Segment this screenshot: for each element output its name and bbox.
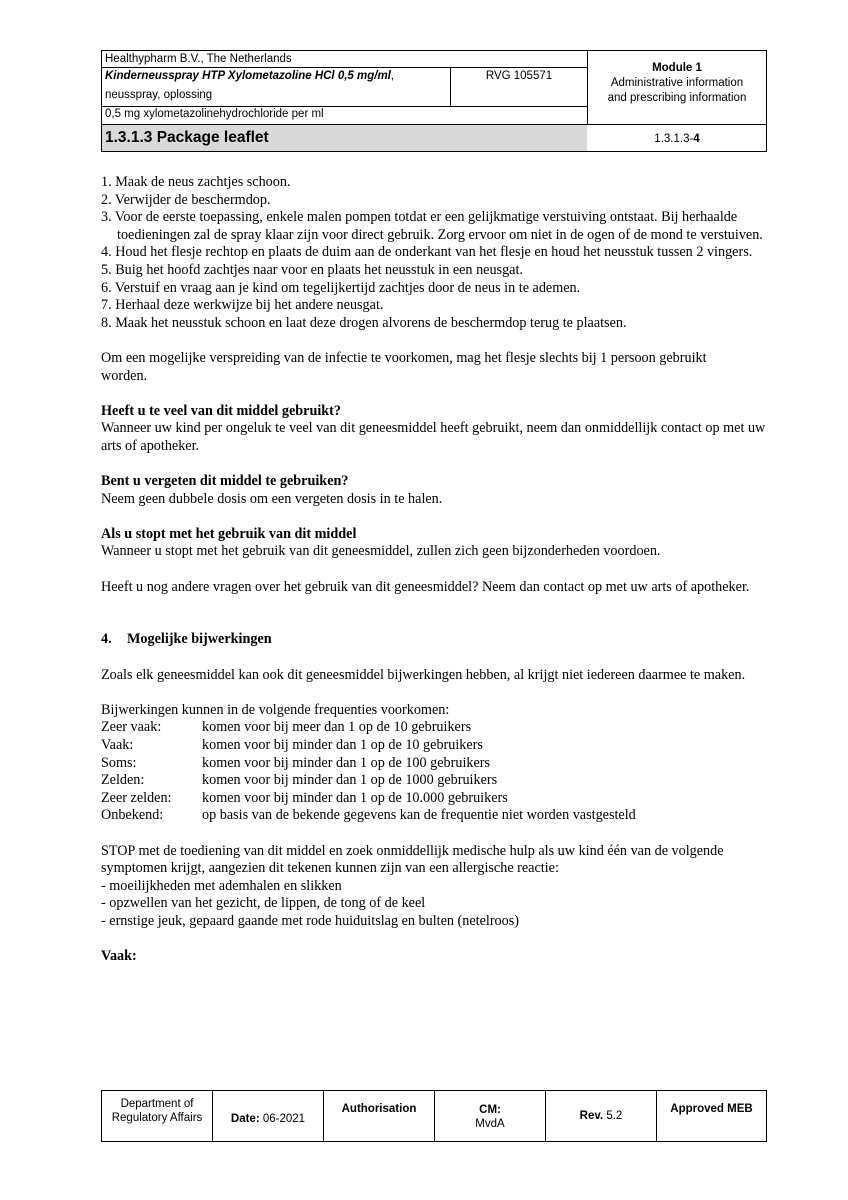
- page-reference: [588, 133, 766, 145]
- frequency-row: [101, 807, 781, 825]
- instruction-step: 8. Maak het neusstuk schoon en laat deze drogen alvorens de beschermdop terug te plaatsen.: [101, 314, 627, 331]
- frequency-term: Vaak:: [101, 737, 134, 753]
- section-4-heading: [101, 631, 781, 649]
- frequency-row: [101, 737, 781, 755]
- approved-cell: [657, 1091, 766, 1141]
- frequency-intro: Bijwerkingen kunnen in de volgende frequenties voorkomen:: [101, 701, 450, 718]
- document-footer: [101, 1090, 767, 1142]
- product-name-italic: Kinderneusspray HTP Xylometazoline HCl 0,5 mg/ml: [105, 70, 391, 82]
- frequency-table: [101, 719, 781, 825]
- frequency-description: op basis van de bekende gegevens kan de frequentie niet worden vastgesteld: [202, 807, 636, 824]
- instruction-step: 7. Herhaal deze werkwijze bij het andere neusgat.: [101, 297, 384, 314]
- strength: 0,5 mg xylometazolinehydrochloride per ml: [105, 108, 324, 120]
- product-name: [105, 70, 394, 82]
- company-name: Healthypharm B.V., The Netherlands: [105, 53, 292, 65]
- too-much-text: Wanneer uw kind per ongeluk te veel van dit geneesmiddel heeft gebruikt, neem dan onmiddellijk contact op met uw arts of apotheker.: [101, 420, 766, 454]
- header-divider: [102, 106, 587, 107]
- forgot-text: Neem geen dubbele dosis om een vergeten dosis in te halen.: [101, 490, 443, 507]
- symptom-item: - opzwellen van het gezicht, de lippen, de tong of de keel: [101, 895, 426, 912]
- frequency-term: Zelden:: [101, 772, 145, 789]
- stop-warning: STOP met de toediening van dit middel en zoek onmiddellijk medische hulp als uw kind één van de volgende symptomen krijgt, aangezien dit tekenen kunnen zijn van een allergische reactie:: [101, 842, 724, 877]
- leaflet-body: [101, 174, 781, 966]
- frequency-row: [101, 790, 781, 808]
- vaak-heading: Vaak:: [101, 948, 137, 965]
- frequency-description: komen voor bij minder dan 1 op de 1000 gebruikers: [202, 772, 498, 789]
- section-title-cell: [102, 125, 587, 151]
- frequency-description: komen voor bij minder dan 1 op de 10 gebruikers: [202, 737, 483, 753]
- frequency-term: Zeer vaak:: [101, 719, 162, 736]
- department-line-1: Department of: [120, 1098, 194, 1110]
- cm-label: CM:: [479, 1104, 501, 1116]
- cm-cell: [435, 1091, 546, 1141]
- rev-label: Rev.: [579, 1110, 604, 1122]
- forgot-heading: Bent u vergeten dit middel te gebruiken?: [101, 473, 349, 490]
- frequency-row: [101, 755, 781, 773]
- module-title: Module 1: [652, 62, 702, 74]
- instruction-step: 2. Verwijder de beschermdop.: [101, 191, 271, 208]
- questions-text: Heeft u nog andere vragen over het gebruik van dit geneesmiddel? Neem dan contact op met uw arts of apotheker.: [101, 578, 750, 595]
- cm-value: MvdA: [475, 1118, 505, 1130]
- frequency-row: [101, 719, 781, 737]
- approved-label: Approved MEB: [670, 1103, 753, 1115]
- page-ref-prefix: 1.3.1.3-: [654, 133, 694, 145]
- module-block: [588, 61, 766, 106]
- header-divider: [102, 67, 587, 68]
- frequency-description: komen voor bij minder dan 1 op de 10.000 gebruikers: [202, 789, 508, 806]
- date-cell: [213, 1091, 324, 1141]
- instruction-step: 1. Maak de neus zachtjes schoon.: [101, 174, 291, 190]
- revision-cell: [546, 1091, 657, 1141]
- department-line-2: Regulatory Affairs: [111, 1112, 203, 1124]
- infection-note: Om een mogelijke verspreiding van de infectie te voorkomen, mag het flesje slechts bij 1 persoon gebruikt worden.: [101, 349, 707, 384]
- frequency-description: komen voor bij meer dan 1 op de 10 gebruikers: [202, 719, 472, 736]
- frequency-term: Onbekend:: [101, 807, 164, 824]
- date-label: Date:: [230, 1113, 260, 1125]
- section-4-title: Mogelijke bijwerkingen: [127, 631, 272, 648]
- frequency-term: Zeer zelden:: [101, 789, 172, 806]
- module-line-1: Administrative information: [610, 77, 744, 89]
- frequency-term: Soms:: [101, 754, 137, 771]
- symptom-item: - moeilijkheden met ademhalen en slikken: [101, 877, 342, 894]
- frequency-description: komen voor bij minder dan 1 op de 100 gebruikers: [202, 754, 491, 771]
- stop-text: Wanneer u stopt met het gebruik van dit geneesmiddel, zullen zich geen bijzonderheden voordoen.: [101, 543, 661, 560]
- section-4-number: 4.: [101, 631, 112, 648]
- date-value: 06-2021: [262, 1113, 306, 1125]
- side-effects-intro: Zoals elk geneesmiddel kan ook dit geneesmiddel bijwerkingen hebben, al krijgt niet iedereen daarmee te maken.: [101, 666, 746, 683]
- instruction-step: 3. Voor de eerste toepassing, enkele malen pompen totdat er een gelijkmatige verstuiving ontstaat. Bij herhaalde toedieningen zal de spray klaar zijn voor direct gebruik. Zorg ervoor om niet in de ogen of de mond te verstuiven.: [101, 209, 763, 243]
- rev-value: 5.2: [606, 1110, 623, 1122]
- authorisation-label: Authorisation: [341, 1103, 417, 1115]
- instruction-step: 4. Houd het flesje rechtop en plaats de duim aan de onderkant van het flesje en houd het neusstuk tussen 2 vingers.: [101, 244, 753, 261]
- rvg-number: RVG 105571: [485, 70, 553, 82]
- instruction-list: [101, 174, 781, 332]
- section-title: 1.3.1.3 Package leaflet: [105, 129, 269, 146]
- instruction-step: 5. Buig het hoofd zachtjes naar voor en plaats het neusstuk in een neusgat.: [101, 261, 523, 278]
- stop-heading: Als u stopt met het gebruik van dit middel: [101, 525, 357, 542]
- symptom-item: - ernstige jeuk, gepaard gaande met rode huiduitslag en bulten (netelroos): [101, 912, 519, 929]
- department-cell: [102, 1091, 213, 1141]
- instruction-step: 6. Verstuif en vraag aan je kind om tegelijkertijd zachtjes door de neus in te ademen.: [101, 279, 581, 296]
- too-much-heading: Heeft u te veel van dit middel gebruikt?: [101, 402, 341, 419]
- document-header: [101, 50, 767, 152]
- module-line-2: and prescribing information: [607, 92, 747, 104]
- product-form: neusspray, oplossing: [105, 89, 213, 101]
- product-name-suffix: ,: [390, 70, 395, 82]
- authorisation-cell: [324, 1091, 435, 1141]
- page-ref-number: 4: [693, 133, 700, 145]
- frequency-row: [101, 772, 781, 790]
